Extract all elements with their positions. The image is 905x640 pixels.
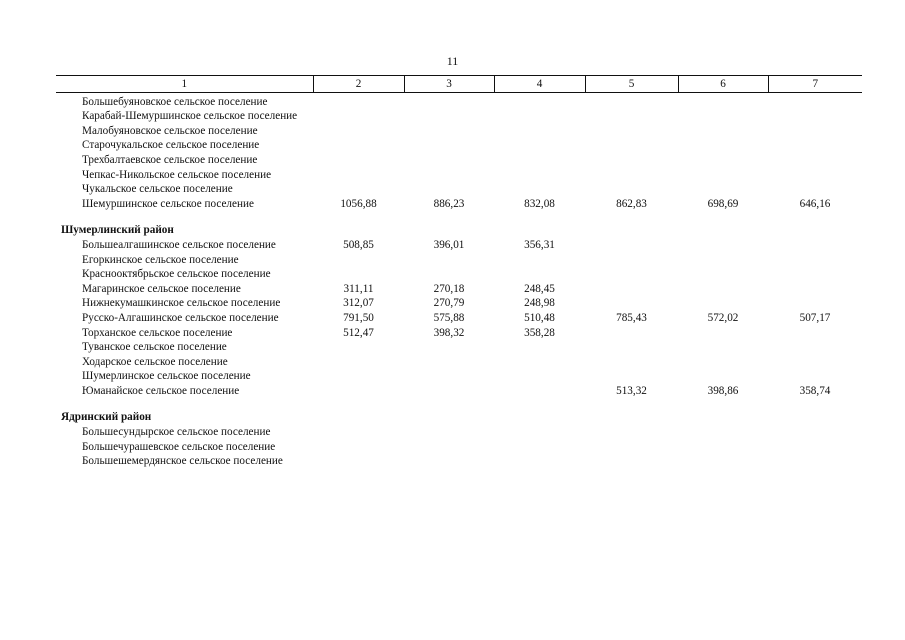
- table-row: [56, 168, 862, 183]
- value-cell-col2: 791,50: [343, 311, 374, 324]
- value-cell-col7: [768, 182, 862, 197]
- settlement-name: Магаринское сельское поселение: [82, 282, 241, 295]
- district-heading: Ядринский район: [61, 411, 152, 424]
- value-cell-col4: [494, 182, 585, 197]
- value-cell-col3: 575,88: [433, 311, 465, 324]
- table-row: [56, 267, 862, 282]
- value-cell-col3: [404, 253, 494, 268]
- value-cell-col2: 512,47: [343, 326, 374, 339]
- table-row: [56, 238, 862, 253]
- value-cell-col7: [768, 253, 862, 268]
- value-cell-col3: [404, 454, 494, 469]
- table-row: [56, 355, 862, 370]
- settlement-name: Шемуршинское сельское поселение: [82, 197, 254, 210]
- value-cell-col7: 358,74: [799, 384, 831, 397]
- value-cell-col4: 248,45: [524, 282, 555, 295]
- district-heading: Шумерлинский район: [61, 224, 174, 237]
- value-cell-col5: [585, 153, 678, 168]
- value-cell-col4: [494, 440, 585, 455]
- value-cell-col6: [678, 153, 768, 168]
- settlement-name: Большешемердянское сельское поселение: [82, 455, 283, 468]
- value-cell-col6: [678, 124, 768, 139]
- table-row: [56, 182, 862, 197]
- value-cell-col6: [678, 425, 768, 440]
- value-cell-col5: [585, 454, 678, 469]
- value-cell-col2: [313, 109, 404, 124]
- value-cell-col4: 832,08: [524, 197, 555, 210]
- value-cell-col7: [768, 296, 862, 311]
- value-cell-col4: [494, 124, 585, 139]
- value-cell-col2: [313, 138, 404, 153]
- value-cell-col6: [678, 440, 768, 455]
- value-cell-col4: [494, 253, 585, 268]
- value-cell-col6: [678, 454, 768, 469]
- table-row: [56, 311, 862, 326]
- value-cell-col3: 396,01: [433, 238, 465, 251]
- value-cell-col2: [313, 168, 404, 183]
- district-heading-row: [56, 211, 862, 238]
- settlement-name: Большебуяновское сельское поселение: [82, 95, 268, 108]
- value-cell-col3: [404, 168, 494, 183]
- value-cell-col3: [404, 124, 494, 139]
- value-cell-col4: [494, 454, 585, 469]
- value-cell-col4: [494, 109, 585, 124]
- table-row: [56, 92, 862, 109]
- value-cell-col7: [768, 109, 862, 124]
- table-row: [56, 253, 862, 268]
- value-cell-col5: 513,32: [616, 384, 647, 397]
- value-cell-col7: [768, 124, 862, 139]
- value-cell-col3: [404, 340, 494, 355]
- value-cell-col2: [313, 92, 404, 109]
- value-cell-col2: [313, 355, 404, 370]
- settlement-name: Шумерлинское сельское поселение: [82, 370, 251, 383]
- column-header: 1: [56, 76, 313, 93]
- value-cell-col7: [768, 454, 862, 469]
- column-header: 7: [768, 76, 862, 93]
- value-cell-col7: [768, 355, 862, 370]
- value-cell-col3: [404, 109, 494, 124]
- value-cell-col6: [678, 326, 768, 341]
- value-cell-col3: [404, 92, 494, 109]
- value-cell-col7: [768, 326, 862, 341]
- settlement-name: Чукальское сельское поселение: [82, 183, 233, 196]
- value-cell-col4: [494, 168, 585, 183]
- value-cell-col4: [494, 425, 585, 440]
- settlement-name: Трехбалтаевское сельское поселение: [82, 153, 258, 166]
- value-cell-col5: [585, 355, 678, 370]
- settlements-table: [56, 75, 862, 469]
- value-cell-col6: [678, 369, 768, 384]
- value-cell-col5: [585, 267, 678, 282]
- value-cell-col7: [768, 425, 862, 440]
- value-cell-col7: [768, 340, 862, 355]
- value-cell-col4: [494, 138, 585, 153]
- value-cell-col5: [585, 440, 678, 455]
- settlement-name: Нижнекумашкинское сельское поселение: [82, 297, 281, 310]
- value-cell-col6: [678, 109, 768, 124]
- value-cell-col5: [585, 253, 678, 268]
- page-number: 11: [446, 54, 459, 68]
- value-cell-col5: 785,43: [616, 311, 647, 324]
- table-row: [56, 340, 862, 355]
- table-row: [56, 138, 862, 153]
- value-cell-col6: 572,02: [707, 311, 739, 324]
- value-cell-col4: 248,98: [524, 297, 555, 310]
- settlement-name: Большеалгашинское сельское поселение: [82, 238, 276, 251]
- value-cell-col2: 508,85: [343, 238, 374, 251]
- value-cell-col4: [494, 267, 585, 282]
- value-cell-col3: [404, 425, 494, 440]
- value-cell-col2: [313, 267, 404, 282]
- value-cell-col4: 356,31: [524, 238, 555, 251]
- value-cell-col3: [404, 182, 494, 197]
- value-cell-col3: 886,23: [433, 197, 465, 210]
- value-cell-col2: [313, 440, 404, 455]
- value-cell-col2: [313, 454, 404, 469]
- value-cell-col5: [585, 182, 678, 197]
- value-cell-col6: [678, 138, 768, 153]
- settlement-name: Старочукальское сельское поселение: [82, 139, 260, 152]
- value-cell-col7: [768, 369, 862, 384]
- value-cell-col5: [585, 369, 678, 384]
- value-cell-col5: [585, 340, 678, 355]
- value-cell-col7: [768, 138, 862, 153]
- settlement-name: Большесундырское сельское поселение: [82, 426, 271, 439]
- value-cell-col6: [678, 282, 768, 297]
- settlement-name: Малобуяновское сельское поселение: [82, 124, 258, 137]
- settlement-name: Туванское сельское поселение: [82, 341, 227, 354]
- settlement-name: Большечурашевское сельское поселение: [82, 440, 276, 453]
- value-cell-col4: 358,28: [524, 326, 555, 339]
- settlement-name: Чепкас-Никольское сельское поселение: [82, 168, 272, 181]
- value-cell-col4: 510,48: [524, 311, 555, 324]
- value-cell-col3: [404, 355, 494, 370]
- value-cell-col6: [678, 182, 768, 197]
- table-row: [56, 197, 862, 212]
- header-row: [56, 76, 862, 93]
- value-cell-col2: [313, 369, 404, 384]
- settlement-name: Юманайское сельское поселение: [82, 384, 240, 397]
- value-cell-col5: [585, 425, 678, 440]
- table-row: [56, 384, 862, 399]
- column-header: 6: [678, 76, 768, 93]
- value-cell-col6: 398,86: [707, 384, 739, 397]
- value-cell-col5: [585, 138, 678, 153]
- value-cell-col4: [494, 153, 585, 168]
- table-row: [56, 153, 862, 168]
- value-cell-col4: [494, 92, 585, 109]
- settlement-name: Русско-Алгашинское сельское поселение: [82, 311, 279, 324]
- value-cell-col5: [585, 326, 678, 341]
- value-cell-col5: [585, 92, 678, 109]
- value-cell-col2: 1056,88: [340, 197, 377, 210]
- table-row: [56, 454, 862, 469]
- value-cell-col6: 698,69: [707, 197, 739, 210]
- table-row: [56, 326, 862, 341]
- value-cell-col3: [404, 369, 494, 384]
- settlement-name: Егоркинское сельское поселение: [82, 253, 239, 266]
- value-cell-col7: [768, 440, 862, 455]
- district-heading-row: [56, 398, 862, 425]
- value-cell-col6: [678, 92, 768, 109]
- table-body: [56, 92, 862, 469]
- value-cell-col3: [404, 384, 494, 399]
- table-row: [56, 109, 862, 124]
- value-cell-col5: [585, 124, 678, 139]
- value-cell-col2: [313, 340, 404, 355]
- value-cell-col3: [404, 138, 494, 153]
- value-cell-col7: [768, 92, 862, 109]
- value-cell-col4: [494, 355, 585, 370]
- value-cell-col3: [404, 440, 494, 455]
- value-cell-col6: [678, 238, 768, 253]
- settlement-name: Карабай-Шемуршинское сельское поселение: [82, 110, 298, 123]
- column-header: 3: [404, 76, 494, 93]
- settlement-name: Краснооктябрьское сельское поселение: [82, 268, 271, 281]
- table-row: [56, 296, 862, 311]
- table-row: [56, 282, 862, 297]
- value-cell-col2: [313, 253, 404, 268]
- value-cell-col5: [585, 282, 678, 297]
- value-cell-col5: [585, 238, 678, 253]
- table-row: [56, 440, 862, 455]
- value-cell-col3: 270,18: [433, 282, 465, 295]
- value-cell-col5: [585, 168, 678, 183]
- value-cell-col5: 862,83: [616, 197, 647, 210]
- value-cell-col4: [494, 340, 585, 355]
- value-cell-col6: [678, 267, 768, 282]
- value-cell-col7: [768, 238, 862, 253]
- value-cell-col3: [404, 153, 494, 168]
- value-cell-col2: [313, 182, 404, 197]
- value-cell-col6: [678, 253, 768, 268]
- column-header: 5: [585, 76, 678, 93]
- value-cell-col2: [313, 153, 404, 168]
- value-cell-col2: 312,07: [343, 297, 374, 310]
- value-cell-col7: [768, 267, 862, 282]
- value-cell-col2: [313, 384, 404, 399]
- table-row: [56, 425, 862, 440]
- column-header: 2: [313, 76, 404, 93]
- value-cell-col3: 270,79: [433, 297, 465, 310]
- value-cell-col2: 311,11: [343, 282, 374, 295]
- value-cell-col7: 507,17: [799, 311, 831, 324]
- value-cell-col7: [768, 168, 862, 183]
- value-cell-col6: [678, 340, 768, 355]
- column-header: 4: [494, 76, 585, 93]
- table-row: [56, 369, 862, 384]
- value-cell-col5: [585, 109, 678, 124]
- value-cell-col4: [494, 384, 585, 399]
- table-row: [56, 124, 862, 139]
- value-cell-col2: [313, 124, 404, 139]
- value-cell-col6: [678, 355, 768, 370]
- settlement-name: Торханское сельское поселение: [82, 326, 233, 339]
- value-cell-col3: 398,32: [433, 326, 465, 339]
- value-cell-col5: [585, 296, 678, 311]
- value-cell-col7: 646,16: [799, 197, 831, 210]
- value-cell-col2: [313, 425, 404, 440]
- value-cell-col6: [678, 168, 768, 183]
- value-cell-col3: [404, 267, 494, 282]
- value-cell-col6: [678, 296, 768, 311]
- value-cell-col7: [768, 153, 862, 168]
- value-cell-col4: [494, 369, 585, 384]
- value-cell-col7: [768, 282, 862, 297]
- settlement-name: Ходарское сельское поселение: [82, 355, 228, 368]
